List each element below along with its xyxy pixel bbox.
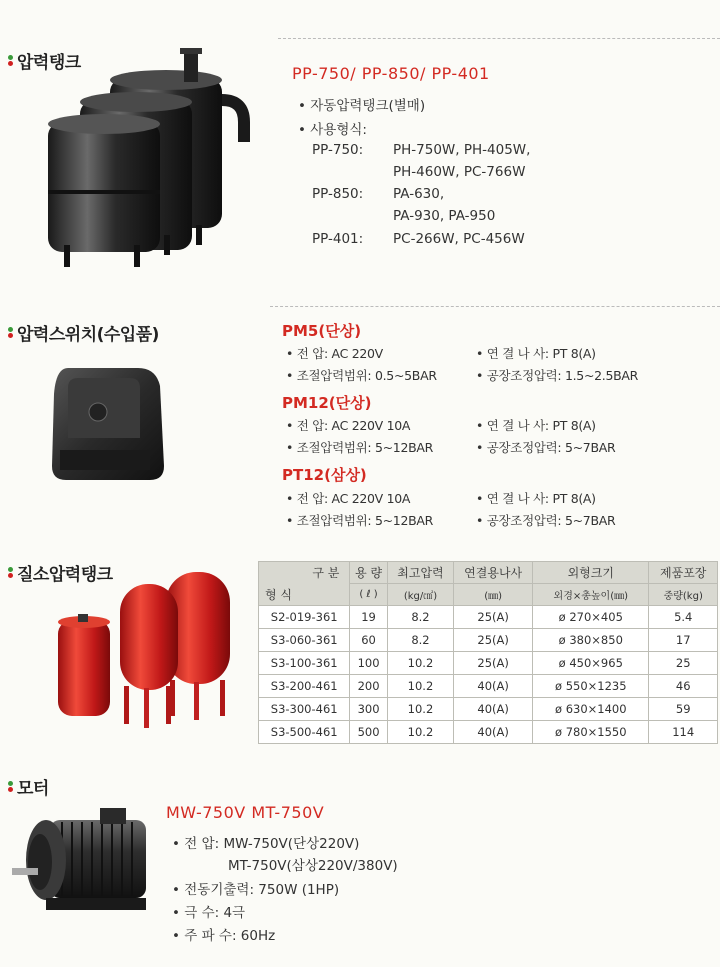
cell-thread: 25(A) xyxy=(454,652,533,675)
motor-output: • 전동기출력: 750W (1HP) xyxy=(172,882,340,898)
col-header-size-unit: 외경×총높이(㎜) xyxy=(533,584,649,606)
cell-size: ø 630×1400 xyxy=(533,698,649,721)
cell-weight: 46 xyxy=(649,675,718,698)
cell-capacity: 300 xyxy=(350,698,387,721)
motor-model-heading: MW-750V MT-750V xyxy=(166,803,325,822)
section-title-text: 모터 xyxy=(17,779,49,799)
switch-model-heading: PT12(삼상) xyxy=(282,466,367,484)
tank-row-label: PP-401: xyxy=(312,231,364,247)
table-row xyxy=(259,721,718,744)
nitrogen-spec-table xyxy=(258,561,718,744)
bullet-dots-icon xyxy=(8,55,13,66)
motor-image xyxy=(10,806,160,926)
motor-poles: • 극 수: 4극 xyxy=(172,905,246,921)
cell-model: S3-060-361 xyxy=(259,629,350,652)
col-header-category: 구 분 xyxy=(259,562,350,584)
switch-range: • 조절압력범위: 0.5~5BAR xyxy=(286,368,437,383)
col-header-weight: 제품포장 xyxy=(649,562,718,584)
col-header-thread: 연결용나사 xyxy=(454,562,533,584)
col-header-size: 외형크기 xyxy=(533,562,649,584)
cell-pressure: 10.2 xyxy=(387,675,453,698)
switch-range: • 조절압력범위: 5~12BAR xyxy=(286,513,434,528)
cell-pressure: 8.2 xyxy=(387,606,453,629)
cell-capacity: 60 xyxy=(350,629,387,652)
tank-row-line: PA-930, PA-950 xyxy=(393,208,496,224)
cell-model: S2-019-361 xyxy=(259,606,350,629)
col-header-weight-unit: 중량(kg) xyxy=(649,584,718,606)
nitrogen-tank-image xyxy=(54,562,254,732)
cell-pressure: 10.2 xyxy=(387,698,453,721)
col-header-capacity: 용 량 xyxy=(350,562,387,584)
switch-factory: • 공장조정압력: 1.5~2.5BAR xyxy=(476,368,639,383)
motor-voltage-alt: MT-750V(삼상220V/380V) xyxy=(228,858,398,874)
divider xyxy=(270,306,720,307)
cell-weight: 17 xyxy=(649,629,718,652)
cell-model: S3-300-461 xyxy=(259,698,350,721)
switch-voltage: • 전 압: AC 220V 10A xyxy=(286,418,411,433)
cell-weight: 5.4 xyxy=(649,606,718,629)
section-title-motor xyxy=(8,774,49,799)
tank-row-line: PC-266W, PC-456W xyxy=(393,231,525,247)
switch-thread: • 연 결 나 사: PT 8(A) xyxy=(476,418,596,433)
switch-model-heading: PM12(단상) xyxy=(282,394,372,412)
tank-bullet-usage: • 사용형식: xyxy=(298,122,367,138)
bullet-dots-icon xyxy=(8,567,13,578)
cell-pressure: 10.2 xyxy=(387,652,453,675)
tank-model-heading: PP-750/ PP-850/ PP-401 xyxy=(292,64,490,83)
table-row xyxy=(259,698,718,721)
table-row xyxy=(259,606,718,629)
cell-capacity: 19 xyxy=(350,606,387,629)
col-header-thread-unit: (㎜) xyxy=(454,584,533,606)
switch-thread: • 연 결 나 사: PT 8(A) xyxy=(476,491,596,506)
pressure-tank-image xyxy=(34,40,274,275)
section-title-text: 압력스위치(수입품) xyxy=(17,325,159,345)
switch-factory: • 공장조정압력: 5~7BAR xyxy=(476,513,616,528)
col-header-model: 형 식 xyxy=(259,584,350,606)
cell-pressure: 10.2 xyxy=(387,721,453,744)
col-header-pressure-unit: (kg/㎠) xyxy=(387,584,453,606)
cell-model: S3-500-461 xyxy=(259,721,350,744)
col-header-capacity-unit: ( ℓ ) xyxy=(350,584,387,606)
motor-voltage: • 전 압: MW-750V(단상220V) xyxy=(172,836,360,852)
cell-capacity: 100 xyxy=(350,652,387,675)
bullet-dots-icon xyxy=(8,327,13,338)
section-title-text: 질소압력탱크 xyxy=(17,565,113,585)
tank-row-label: PP-850: xyxy=(312,186,364,202)
cell-thread: 40(A) xyxy=(454,675,533,698)
section-title-switch xyxy=(8,320,159,345)
cell-capacity: 500 xyxy=(350,721,387,744)
cell-pressure: 8.2 xyxy=(387,629,453,652)
switch-factory: • 공장조정압력: 5~7BAR xyxy=(476,440,616,455)
cell-weight: 114 xyxy=(649,721,718,744)
table-row xyxy=(259,675,718,698)
divider xyxy=(278,38,720,39)
pressure-switch-image xyxy=(40,358,170,488)
cell-thread: 25(A) xyxy=(454,606,533,629)
switch-voltage: • 전 압: AC 220V 10A xyxy=(286,491,411,506)
cell-size: ø 780×1550 xyxy=(533,721,649,744)
motor-frequency: • 주 파 수: 60Hz xyxy=(172,928,276,944)
section-title-text: 압력탱크 xyxy=(17,53,81,73)
cell-thread: 25(A) xyxy=(454,629,533,652)
tank-row-line: PH-460W, PC-766W xyxy=(393,164,526,180)
cell-model: S3-200-461 xyxy=(259,675,350,698)
switch-voltage: • 전 압: AC 220V xyxy=(286,346,383,361)
tank-bullet-auto: • 자동압력탱크(별매) xyxy=(298,98,426,114)
cell-size: ø 450×965 xyxy=(533,652,649,675)
col-header-pressure: 최고압력 xyxy=(387,562,453,584)
table-row xyxy=(259,652,718,675)
cell-thread: 40(A) xyxy=(454,698,533,721)
cell-size: ø 380×850 xyxy=(533,629,649,652)
cell-weight: 59 xyxy=(649,698,718,721)
table-header-row xyxy=(259,562,718,584)
cell-thread: 40(A) xyxy=(454,721,533,744)
cell-capacity: 200 xyxy=(350,675,387,698)
tank-row-label: PP-750: xyxy=(312,142,364,158)
switch-thread: • 연 결 나 사: PT 8(A) xyxy=(476,346,596,361)
tank-row-line: PH-750W, PH-405W, xyxy=(393,142,531,158)
switch-range: • 조절압력범위: 5~12BAR xyxy=(286,440,434,455)
cell-weight: 25 xyxy=(649,652,718,675)
bullet-dots-icon xyxy=(8,781,13,792)
table-row xyxy=(259,629,718,652)
cell-size: ø 550×1235 xyxy=(533,675,649,698)
table-header-row xyxy=(259,584,718,606)
cell-model: S3-100-361 xyxy=(259,652,350,675)
switch-model-heading: PM5(단상) xyxy=(282,322,362,340)
tank-row-line: PA-630, xyxy=(393,186,445,202)
cell-size: ø 270×405 xyxy=(533,606,649,629)
